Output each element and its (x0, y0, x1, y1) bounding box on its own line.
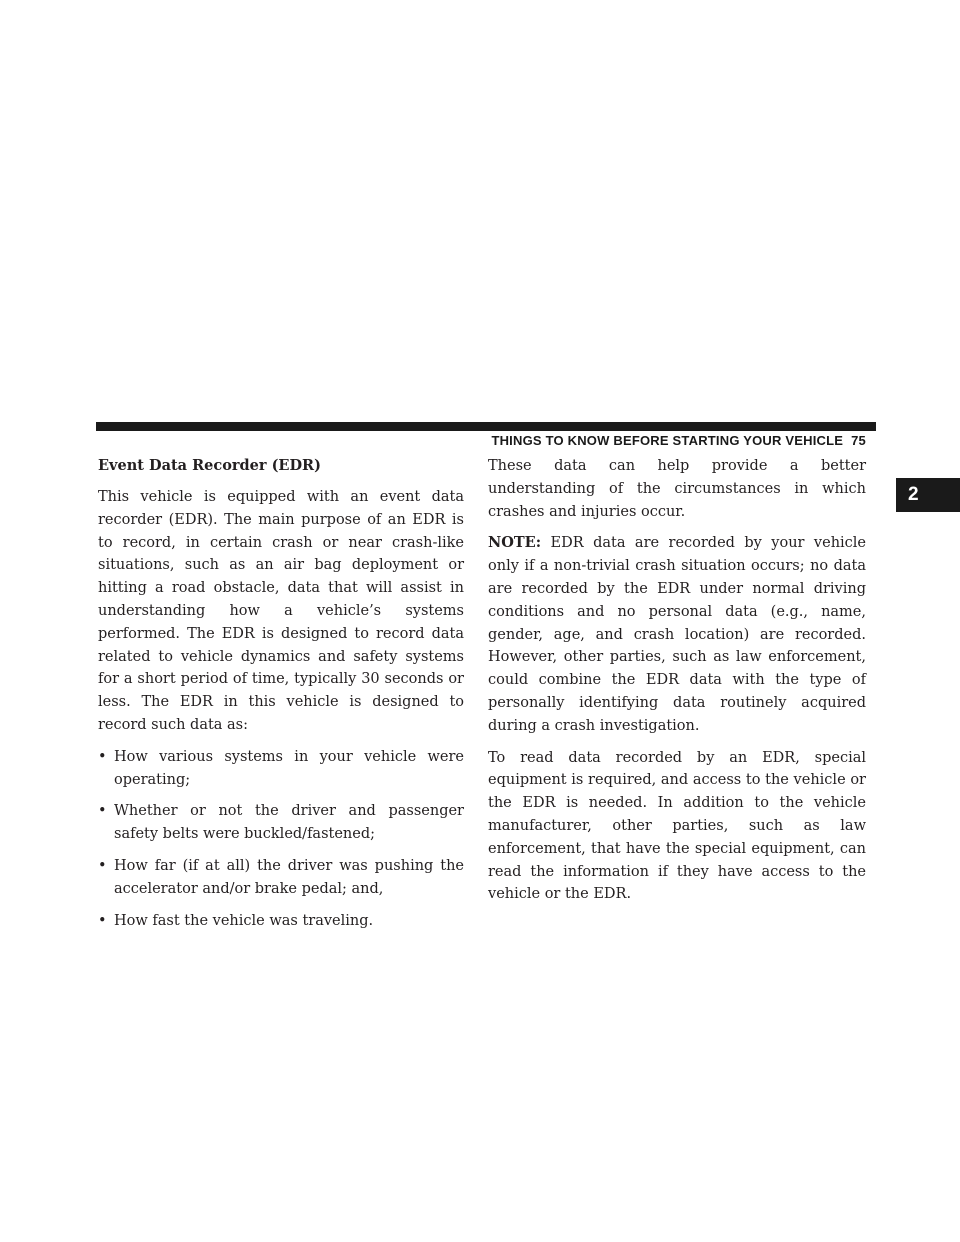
understanding-paragraph: These data can help provide a better understanding of the circumstances in which crashes and injuries occur. (488, 458, 866, 520)
section-heading: Event Data Recorder (EDR) (98, 457, 321, 474)
list-item: • How various systems in your vehicle were operating; (98, 746, 464, 792)
section-title: THINGS TO KNOW BEFORE STARTING YOUR VEHICLE (491, 433, 844, 448)
read-data-paragraph: To read data recorded by an EDR, special equipment is required, and access to the vehicle or the EDR is needed. In addition to the vehicle manufacturer, other parties, such as law enforcement, that have the special equipment, can read the information if they have access to the vehicle or the EDR. (488, 749, 866, 903)
right-column (488, 455, 866, 915)
list-item: • How far (if at all) the driver was pushing the accelerator and/or brake pedal; and, (98, 855, 464, 901)
chapter-number: 2 (908, 484, 919, 505)
note-text: EDR data are recorded by your vehicle only if a non-trivial crash situation occurs; no data are recorded by the EDR under normal driving conditions and no personal data (e.g., name, gender, age, and crash location) are recorded. However, other parties, such as law enforcement, could combine the EDR data with the type of personally identifying data routinely acquired during a crash investigation. (488, 535, 867, 734)
running-header (491, 433, 866, 448)
page-number: 75 (851, 433, 866, 448)
chapter-tab (896, 478, 960, 512)
intro-paragraph: This vehicle is equipped with an event data recorder (EDR). The main purpose of an EDR is to record, in certain crash or near crash-like situations, such as an air bag deployment or hitting a road obstacle, data that will assist in understanding how a vehicle’s systems performed. The EDR is designed to record data related to vehicle dynamics and safety systems for a short period of time, typically 30 seconds or less. The EDR in this vehicle is designed to record such data as: (98, 489, 464, 733)
note-paragraph (488, 532, 866, 737)
left-column (98, 455, 464, 941)
note-label: NOTE: (488, 534, 542, 552)
list-item: • How fast the vehicle was traveling. (98, 910, 464, 933)
edr-data-list (98, 746, 464, 933)
list-item: • Whether or not the driver and passenger safety belts were buckled/fastened; (98, 800, 464, 846)
header-rule (96, 422, 876, 431)
